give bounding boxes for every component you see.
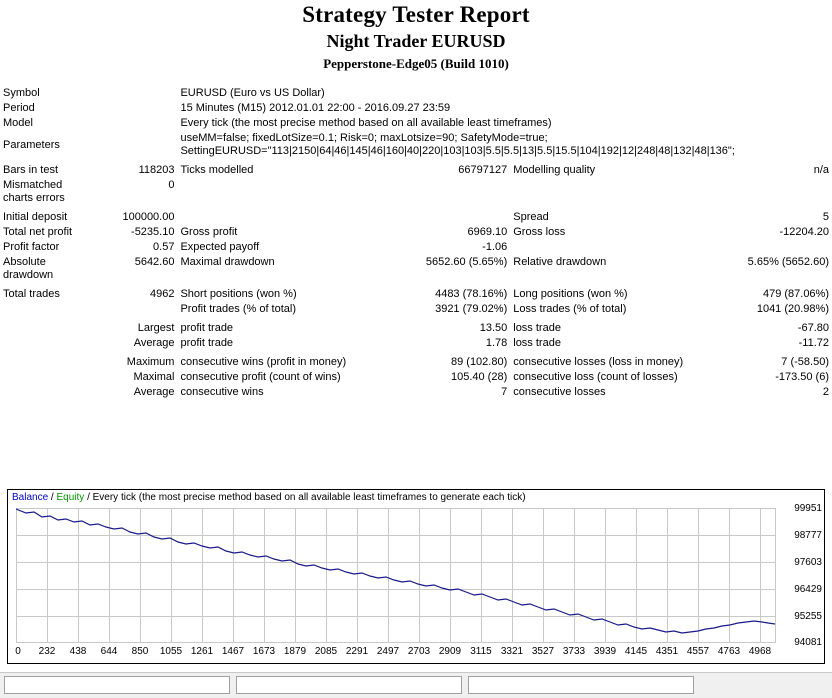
profit-trades-value: 3921 (79.02%) <box>435 303 508 315</box>
table-row <box>0 101 832 116</box>
parameters-line-2: SettingEURUSD="113|2150|64|46|145|46|160|40|220|103|103|5.5|5.5|13|5.5|15.5|104|192|12|248|48|132|48|136"; <box>180 145 735 157</box>
max-consecutive-wins-value: 89 (102.80) <box>450 356 508 368</box>
absolute-drawdown-label-line-2: drawdown <box>3 269 54 281</box>
initial-deposit-label: Initial deposit <box>3 211 68 223</box>
average-profit-trade-value: 1.78 <box>485 337 508 349</box>
parameters-line-1: useMM=false; fixedLotSize=0.1; Risk=0; maxLotsize=90; SafetyMode=true; <box>180 132 548 144</box>
page-title: Strategy Tester Report <box>302 2 530 27</box>
relative-drawdown-label: Relative drawdown <box>513 256 607 268</box>
average-loss-trade-value: -11.72 <box>798 337 829 349</box>
avg-consecutive-losses-value: 2 <box>822 386 829 398</box>
ticks-modelled-value: 66797127 <box>458 164 508 176</box>
maximal-consecutive-loss-value: -173.50 (6) <box>775 371 829 383</box>
mismatched-label-line-1: Mismatched <box>3 179 63 191</box>
mismatched-label-line-2: charts errors <box>3 192 65 204</box>
table-row <box>0 178 832 206</box>
broker-build-line: Pepperstone-Edge05 (Build 1010) <box>323 56 509 71</box>
maximal-consecutive-profit-value: 105.40 (28) <box>450 371 508 383</box>
long-positions-value: 479 (87.06%) <box>762 288 829 300</box>
x-tick-label: 3321 <box>500 646 524 657</box>
table-row <box>0 385 832 400</box>
total-net-profit-value: -5235.10 <box>131 226 175 238</box>
x-tick-label: 1467 <box>221 646 245 657</box>
maximum-label: Maximum <box>126 356 175 368</box>
table-row <box>0 116 832 131</box>
table-row <box>0 206 832 225</box>
table-row <box>0 86 832 101</box>
total-trades-label: Total trades <box>3 288 60 300</box>
x-tick-label: 1879 <box>283 646 307 657</box>
table-row <box>0 336 832 351</box>
x-tick-label: 1673 <box>252 646 276 657</box>
largest-label: Largest <box>137 322 175 334</box>
legend-note: / Every tick (the most precise method based on all available least timeframes to generate each tick) <box>87 492 526 503</box>
ticks-modelled-label: Ticks modelled <box>180 164 254 176</box>
average2-label: Average <box>133 386 175 398</box>
x-tick-label: 4968 <box>748 646 772 657</box>
largest-loss-trade-label: loss trade <box>513 322 561 334</box>
mismatched-charts-errors-value: 0 <box>168 179 175 191</box>
y-tick-label: 94081 <box>794 637 822 648</box>
y-tick-label: 96429 <box>794 584 822 595</box>
x-tick-label: 850 <box>131 646 149 657</box>
avg-consecutive-losses-label: consecutive losses <box>513 386 606 398</box>
period-label: Period <box>3 102 35 114</box>
model-label: Model <box>3 117 33 129</box>
expected-payoff-label: Expected payoff <box>180 241 260 253</box>
x-tick-label: 4145 <box>624 646 648 657</box>
loss-trades-value: 1041 (20.98%) <box>756 303 829 315</box>
x-tick-label: 1261 <box>190 646 214 657</box>
period-value: 15 Minutes (M15) 2012.01.01 22:00 - 2016.09.27 23:59 <box>180 102 451 114</box>
x-tick-label: 4557 <box>686 646 710 657</box>
table-row <box>0 351 832 370</box>
table-row <box>0 370 832 385</box>
absolute-drawdown-label <box>0 255 89 283</box>
max-consecutive-losses-value: 7 (-58.50) <box>781 356 829 368</box>
chart-gridlines <box>16 508 776 643</box>
x-tick-label: 3733 <box>562 646 586 657</box>
maximal-consecutive-profit-label: consecutive profit (count of wins) <box>180 371 341 383</box>
gross-loss-value: -12204.20 <box>779 226 829 238</box>
total-trades-value: 4962 <box>149 288 175 300</box>
bottom-field-2[interactable] <box>236 676 462 694</box>
short-positions-label: Short positions (won %) <box>180 288 297 300</box>
largest-loss-trade-value: -67.80 <box>797 322 829 334</box>
table-row <box>0 240 832 255</box>
legend-equity-label: Equity <box>56 492 85 503</box>
report-header <box>0 0 832 72</box>
expected-payoff-value: -1.06 <box>482 241 508 253</box>
relative-drawdown-value: 5.65% (5652.60) <box>747 256 829 268</box>
maximal-drawdown-value: 5652.60 (5.65%) <box>425 256 508 268</box>
x-tick-label: 2085 <box>314 646 338 657</box>
loss-trades-label: Loss trades (% of total) <box>513 303 627 315</box>
table-row <box>0 131 832 159</box>
table-row <box>0 255 832 283</box>
x-tick-label: 2291 <box>345 646 369 657</box>
parameters-label: Parameters <box>3 138 60 151</box>
maximal-consecutive-loss-label: consecutive loss (count of losses) <box>513 371 678 383</box>
x-tick-label: 3527 <box>531 646 555 657</box>
maximal-label: Maximal <box>133 371 175 383</box>
profit-trades-label: Profit trades (% of total) <box>180 303 297 315</box>
gross-loss-label: Gross loss <box>513 226 566 238</box>
bottom-toolbar <box>0 672 832 698</box>
report-info-table <box>0 86 832 400</box>
symbol-value: EURUSD (Euro vs US Dollar) <box>180 87 325 99</box>
y-tick-label: 98777 <box>794 530 822 541</box>
x-tick-label: 438 <box>69 646 87 657</box>
x-tick-label: 2703 <box>407 646 431 657</box>
x-tick-label: 0 <box>15 646 21 657</box>
long-positions-label: Long positions (won %) <box>513 288 628 300</box>
bars-in-test-value: 118203 <box>138 164 175 176</box>
spread-value: 5 <box>822 211 829 223</box>
profit-factor-label: Profit factor <box>3 241 60 253</box>
y-tick-label: 97603 <box>794 557 822 568</box>
legend-separator: / <box>50 492 54 503</box>
modelling-quality-value: n/a <box>813 164 829 176</box>
avg-consecutive-wins-value: 7 <box>501 386 508 398</box>
average-label: Average <box>133 337 175 349</box>
x-tick-label: 1055 <box>159 646 183 657</box>
short-positions-value: 4483 (78.16%) <box>435 288 508 300</box>
table-row <box>0 317 832 336</box>
chart-legend <box>12 492 526 503</box>
x-tick-label: 3939 <box>593 646 617 657</box>
gross-profit-label: Gross profit <box>180 226 238 238</box>
table-row <box>0 159 832 178</box>
table-row <box>0 283 832 302</box>
average-profit-trade-label: profit trade <box>180 337 234 349</box>
x-tick-label: 4763 <box>717 646 741 657</box>
chart-x-axis-labels <box>8 646 826 660</box>
symbol-label: Symbol <box>3 87 40 99</box>
legend-balance-label: Balance <box>12 492 49 503</box>
x-tick-label: 2909 <box>438 646 462 657</box>
table-row <box>0 302 832 317</box>
chart-svg <box>16 508 776 643</box>
parameters-value <box>177 131 832 159</box>
y-tick-label: 99951 <box>794 503 822 514</box>
table-row <box>0 225 832 240</box>
chart-plot-area <box>16 508 776 643</box>
maximal-drawdown-label: Maximal drawdown <box>180 256 275 268</box>
max-consecutive-wins-label: consecutive wins (profit in money) <box>180 356 347 368</box>
absolute-drawdown-label-line-1: Absolute <box>3 256 46 268</box>
bottom-field-1[interactable] <box>4 676 230 694</box>
spread-label: Spread <box>513 211 549 223</box>
balance-equity-line <box>16 509 775 633</box>
max-consecutive-losses-label: consecutive losses (loss in money) <box>513 356 684 368</box>
mismatched-charts-errors-label <box>0 178 89 206</box>
average-loss-trade-label: loss trade <box>513 337 561 349</box>
largest-profit-trade-label: profit trade <box>180 322 234 334</box>
gross-profit-value: 6969.10 <box>467 226 508 238</box>
x-tick-label: 3115 <box>470 646 492 657</box>
x-tick-label: 2497 <box>376 646 400 657</box>
absolute-drawdown-value: 5642.60 <box>134 256 175 268</box>
initial-deposit-value: 100000.00 <box>122 211 175 223</box>
modelling-quality-label: Modelling quality <box>513 164 596 176</box>
x-tick-label: 4351 <box>655 646 679 657</box>
bottom-field-3[interactable] <box>468 676 694 694</box>
bars-in-test-label: Bars in test <box>3 164 59 176</box>
equity-balance-chart <box>7 489 825 664</box>
chart-y-axis-labels <box>778 503 822 648</box>
x-tick-label: 644 <box>100 646 118 657</box>
y-tick-label: 95255 <box>794 611 822 622</box>
avg-consecutive-wins-label: consecutive wins <box>180 386 264 398</box>
x-tick-label: 232 <box>38 646 56 657</box>
largest-profit-trade-value: 13.50 <box>479 322 508 334</box>
page-subtitle: Night Trader EURUSD <box>326 31 506 51</box>
profit-factor-value: 0.57 <box>153 241 175 253</box>
model-value: Every tick (the most precise method based on all available least timeframes) <box>180 117 552 129</box>
total-net-profit-label: Total net profit <box>3 226 73 238</box>
